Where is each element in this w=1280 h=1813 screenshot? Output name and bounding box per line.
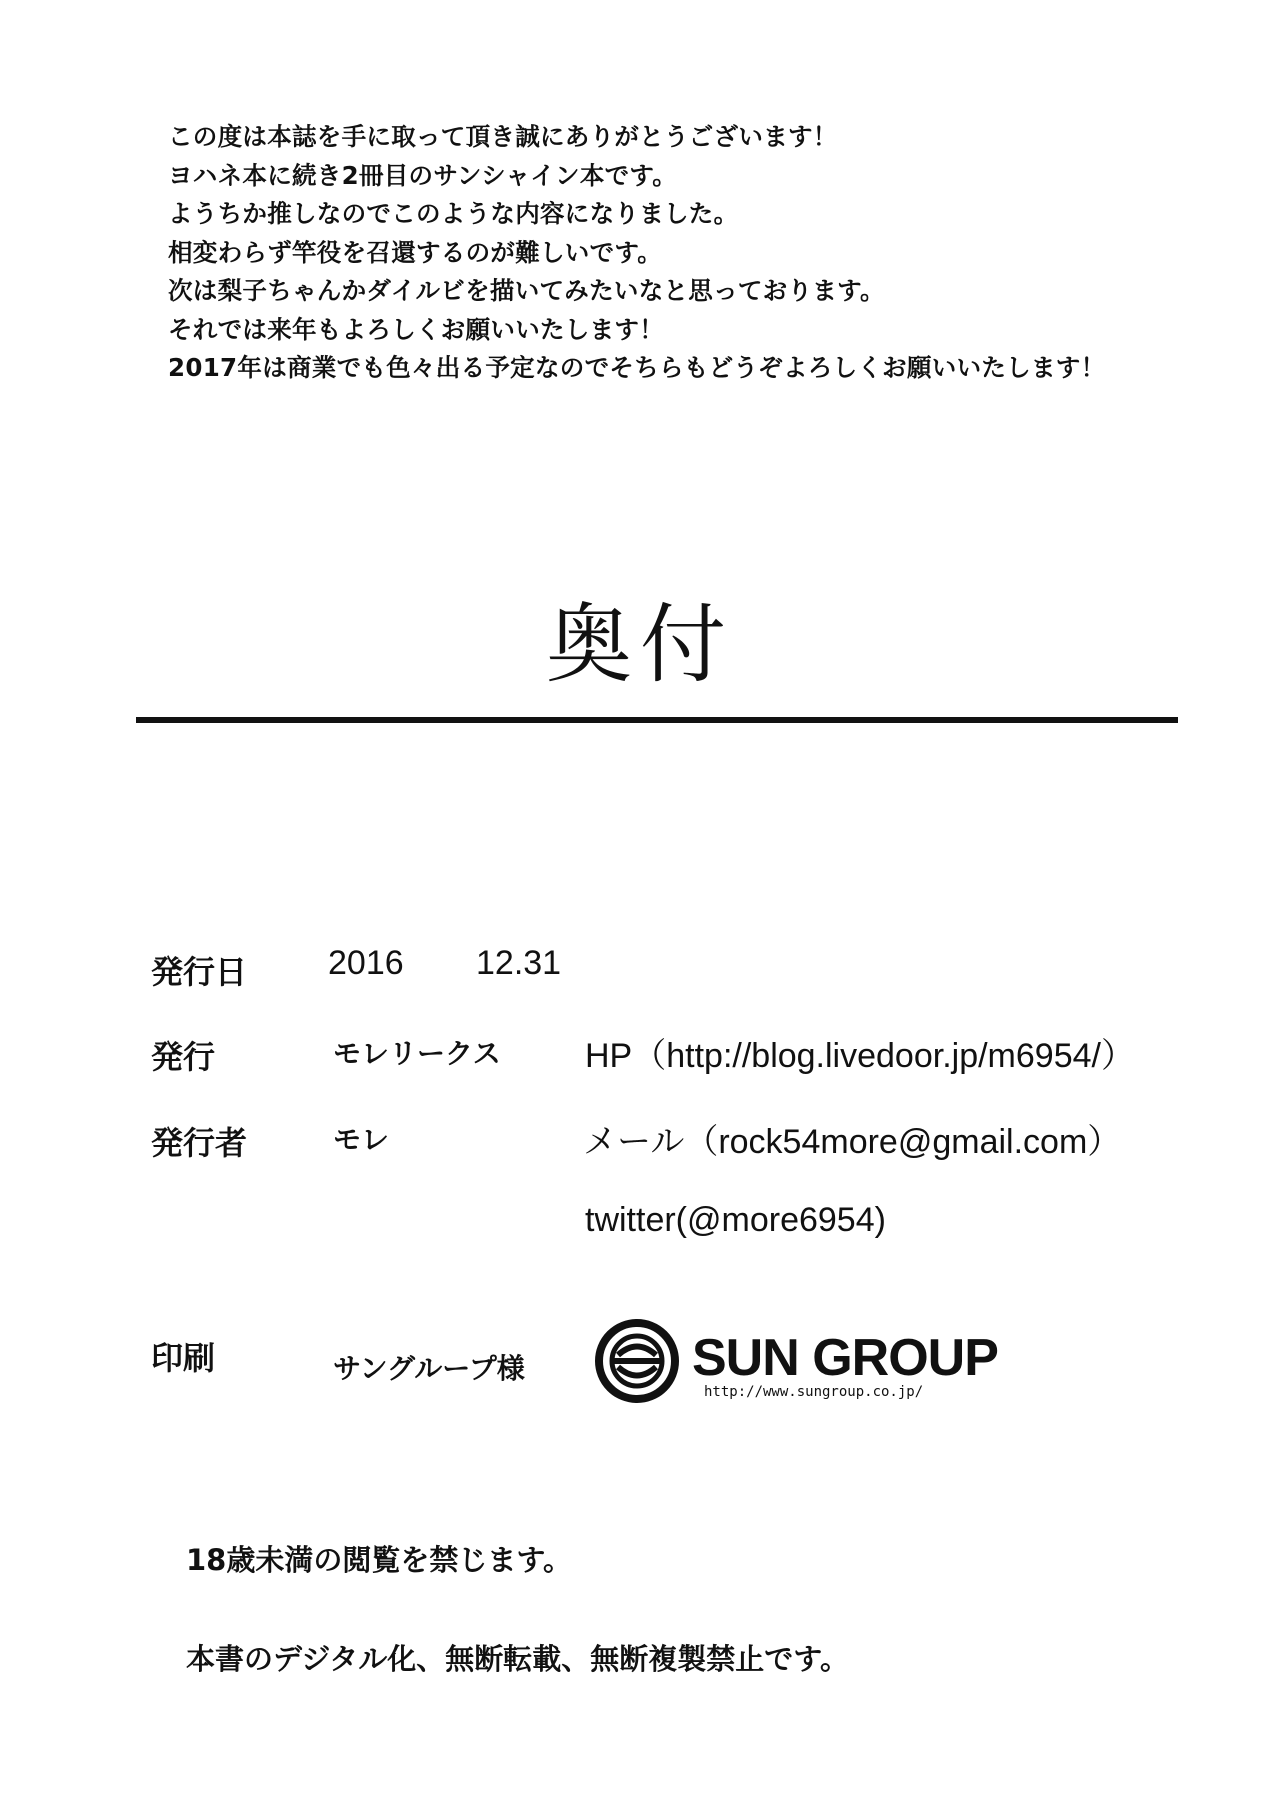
afterword-line: この度は本誌を手に取って頂き誠にありがとうございます！ — [168, 122, 838, 151]
copyright-notice: 本書のデジタル化、無断転載、無断複製禁止です。 — [186, 1642, 849, 1676]
afterword-line: それでは来年もよろしくお願いいたします！ — [168, 314, 664, 344]
sun-group-logo-icon — [594, 1318, 680, 1404]
age-restriction-notice: 18歳未満の閲覧を禁じます。 — [186, 1543, 573, 1577]
issue-date-day: 12.31 — [476, 944, 562, 982]
twitter-handle[interactable]: twitter(@more6954) — [585, 1201, 886, 1239]
logo-url[interactable]: http://www.sungroup.co.jp/ — [704, 1384, 924, 1400]
issuer-label: 発行者 — [151, 1125, 248, 1161]
afterword-line: ようちか推しなのでこのような内容になりました。 — [168, 199, 739, 228]
email-address[interactable]: メール（rock54more@gmail.com） — [583, 1123, 1122, 1161]
afterword-line: 次は梨子ちゃんかダイルビを描いてみたいなと思っております。 — [168, 276, 885, 305]
logo-text: SUN GROUP — [692, 1329, 998, 1387]
publisher-label: 発行 — [151, 1039, 216, 1075]
issue-date-label: 発行日 — [151, 954, 248, 990]
printer-name: サングループ様 — [333, 1352, 525, 1385]
homepage-url[interactable]: HP（http://blog.livedoor.jp/m6954/） — [585, 1037, 1135, 1075]
issue-date-year: 2016 — [328, 944, 404, 982]
publisher-name: モレリークス — [333, 1037, 501, 1070]
afterword-line: ヨハネ本に続き2冊目のサンシャイン本です。 — [168, 160, 678, 190]
afterword-line: 相変わらず竿役を召還するのが難しいです。 — [168, 237, 663, 267]
sun-group-logo — [594, 1318, 1034, 1398]
issuer-name: モレ — [333, 1123, 390, 1156]
afterword-line: 2017年は商業でも色々出る予定なのでそちらもどうぞよろしくお願いいたします！ — [168, 353, 1106, 382]
afterword — [168, 118, 1228, 388]
title-divider — [136, 717, 1178, 723]
printer-label: 印刷 — [151, 1340, 216, 1376]
colophon-title: 奥付 — [546, 595, 734, 695]
